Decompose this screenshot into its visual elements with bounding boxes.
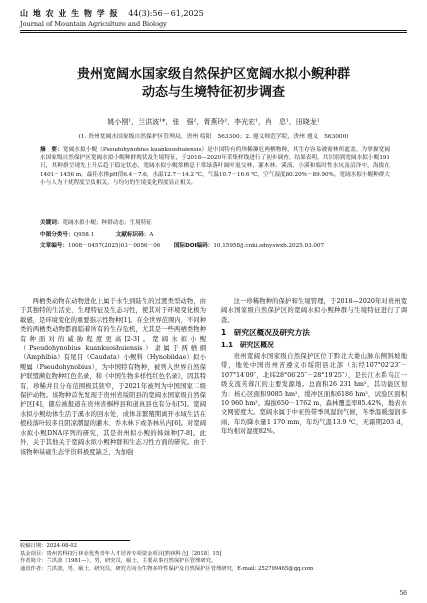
study-area-paragraph: 贵州宽阔水国家级自然保护区位于黔北大娄山脉东侧斜坡地带，地处中国贵州省遵义市绥阳县北部（东经107°02′23″－107°14′09″，北纬28°06′25″－28°19′25″），是长江水系乌江一级支流芙蓉江的主要发源地。总面积26 231 hm²，其功能区划为：核心区面积9085 hm²，缓冲区面积6186 hm²，试验区面积10 960 hm²。海拔650－1762 m，森林覆盖率85.42%，地表水文网密度大。宽阔水属于中亚热带季风湿润气候，冬季温暖湿润多雨，年均降水量1 170 mm，年均气温13.9 ℃，无霜期203 d，年均相对湿度82%。 <box>221 353 407 436</box>
abstract <box>40 146 390 187</box>
doi-value: 10.15958/j.cnki.sdnyswxb.2025.03.007 <box>213 243 325 249</box>
section-heading-1: 1 研究区概况及研究方法 <box>221 328 310 338</box>
received-date: 收稿日期：2024-08-02 <box>20 543 78 549</box>
journal-name: 山 地 农 业 生 物 学 报 <box>20 8 119 18</box>
affiliation: (1. 贵州宽阔水国家级自然保护区管理局，贵州 绥阳 563300；2. 遵义师范学院，贵州 遵义 563000) <box>78 134 349 140</box>
right-column <box>221 297 407 537</box>
fund-note: 基金项目：贵州省科技厅林业优秀青年人才培养专项资金项目[黔林科合J［2018］15] <box>20 550 222 557</box>
clc-value: Q958.1 <box>73 232 95 238</box>
issn-label: 文章编号： <box>40 243 68 249</box>
author-note: 作者简介：兰洪波（1981—），男，研究员，硕士，主要从事自然保护区管理研究。 <box>20 558 217 565</box>
header-rule <box>20 30 407 31</box>
keywords <box>40 219 390 227</box>
journal-title-cn <box>20 8 407 19</box>
issn-value: 1008－0457(2025)03－0056－06 <box>67 243 161 249</box>
doi-label: 国际DOI编码： <box>173 243 214 249</box>
title-line-1: 贵州宽阔水国家级自然保护区宽阔水拟小鲵种群 <box>76 67 350 82</box>
authors: 姚小刚¹，兰洪波¹*，张 强²，胥燕玲²，李光宏¹，肖 息¹，田晓龙¹ <box>107 118 320 126</box>
section-heading-1-1: 1.1 研究区概况 <box>221 340 274 349</box>
page-number: 56 <box>399 590 407 597</box>
doc-code-value: A <box>149 232 154 238</box>
header-rule-thin <box>20 32 407 33</box>
footnotes <box>20 540 407 573</box>
abstract-label: 摘 要： <box>40 147 63 153</box>
abstract-text: 宽阔水拟小鲵（Pseudohynobius kuankuoshuiensis）是中国特有的珍稀濒危两栖物种，其生存容易被密林所遮盖。为掌握宽阔水国家级自然保护区宽阔水拟小鲵种群现状及生境特征，于2018—2020年采集样线进行了初步调查。结果表明，共识别到宽阔水拟小鲵191只，其种群呈现先上升后趋于稳定状态，宽阔水拟小鲵常栖息于常绿落叶阔叶混交林、灌木林、溪流、小溪和临时性水坑及沼泽中，海拔在1401－1456 m。最佳水体pH值6.4－7.6，水温12.7－14.2 ℃，气温10.7－16.6 ℃，空气湿度80.20%－89.90%。宽阔水拟小鲵种群大小与人为干扰程度呈负相关，与均匀的生境变化程度显正相关。 <box>40 147 390 186</box>
classification <box>40 231 390 239</box>
intro-paragraph: 两栖类动物在动物进化上属于水生到陆生的过渡类型动物，由于其独特的生活史、生理特征及生态习性，使其对于环境变化极为敏感，是环境变化的重要指示性物种[1]。在全世界范围内，不同种类的两栖类动物都面临着所有的生存危机，尤其是一些两栖类物种有种面对的威胁程度更高[2-3]。宽阔水拟小鲵（Pseudohynobius kuankuoshuiensis）隶属于两栖纲（Amphibia）有尾目（Caudata）小鲵科（Hynobiidae）拟小鲵属（Pseudohynobius），为中国特有物种，被列入世界自然保护联盟濒危物种红色名录，和《中国生物多样性红色名录》，因其特有，珍稀并且分布范围极其狭窄，于2021年被列为中国国家二级保护动物。该物种首先发现于贵州省绥阳县的宽阔水国家级自然保护区[4]，随后被报道在贵州省桐梓县和道真县也有分布[5]。宽阔水拟小鲵幼体生活于溪水的回水处，成体非繁殖期离开水域生活在植枝落叶较多且阴凉潮湿的灌木、乔木林下或茶林丛内[6]。对宽阔水拟小鲵DNA序列的研究，其是贵州拟小鲵的姊妹种[7-8]。此外，关于其他关于宽阔水拟小鲵种群和生态习性方面的研究。由于该物种基础生态学资料极度缺乏，为加强 <box>20 298 206 456</box>
corresponding-author: 通讯作者：兰洪波，男，硕士，研究员，研究方向为生物多样性保护及自然保护区管理研究，E-mail: 252799465@qq.com <box>20 565 314 572</box>
journal-title-en: Journal of Mountain Agriculture and Biology <box>20 20 167 28</box>
left-column <box>20 297 206 537</box>
intro-paragraph-cont: 这一珍稀物种的保护和生境管理，于2018—2020年对贵州宽阔水国家级自然保护区的宽阔水拟小鲵种群与生境特征进行了调查。 <box>221 298 407 324</box>
journal-issue: 44(3):56－61,2025 <box>128 9 204 18</box>
clc-label: 中图分类号： <box>40 232 74 238</box>
keywords-text: 宽阔水拟小鲵；种群动态；生境特征 <box>62 220 152 226</box>
paper-title <box>20 66 407 102</box>
journal-header <box>20 8 407 28</box>
footnote-rule <box>20 540 130 541</box>
title-line-2: 动态与生境特征初步调查 <box>141 85 285 100</box>
doc-code-label: 文献标识码： <box>115 232 150 238</box>
keywords-label: 关键词： <box>40 220 63 226</box>
article-ids <box>40 242 390 250</box>
